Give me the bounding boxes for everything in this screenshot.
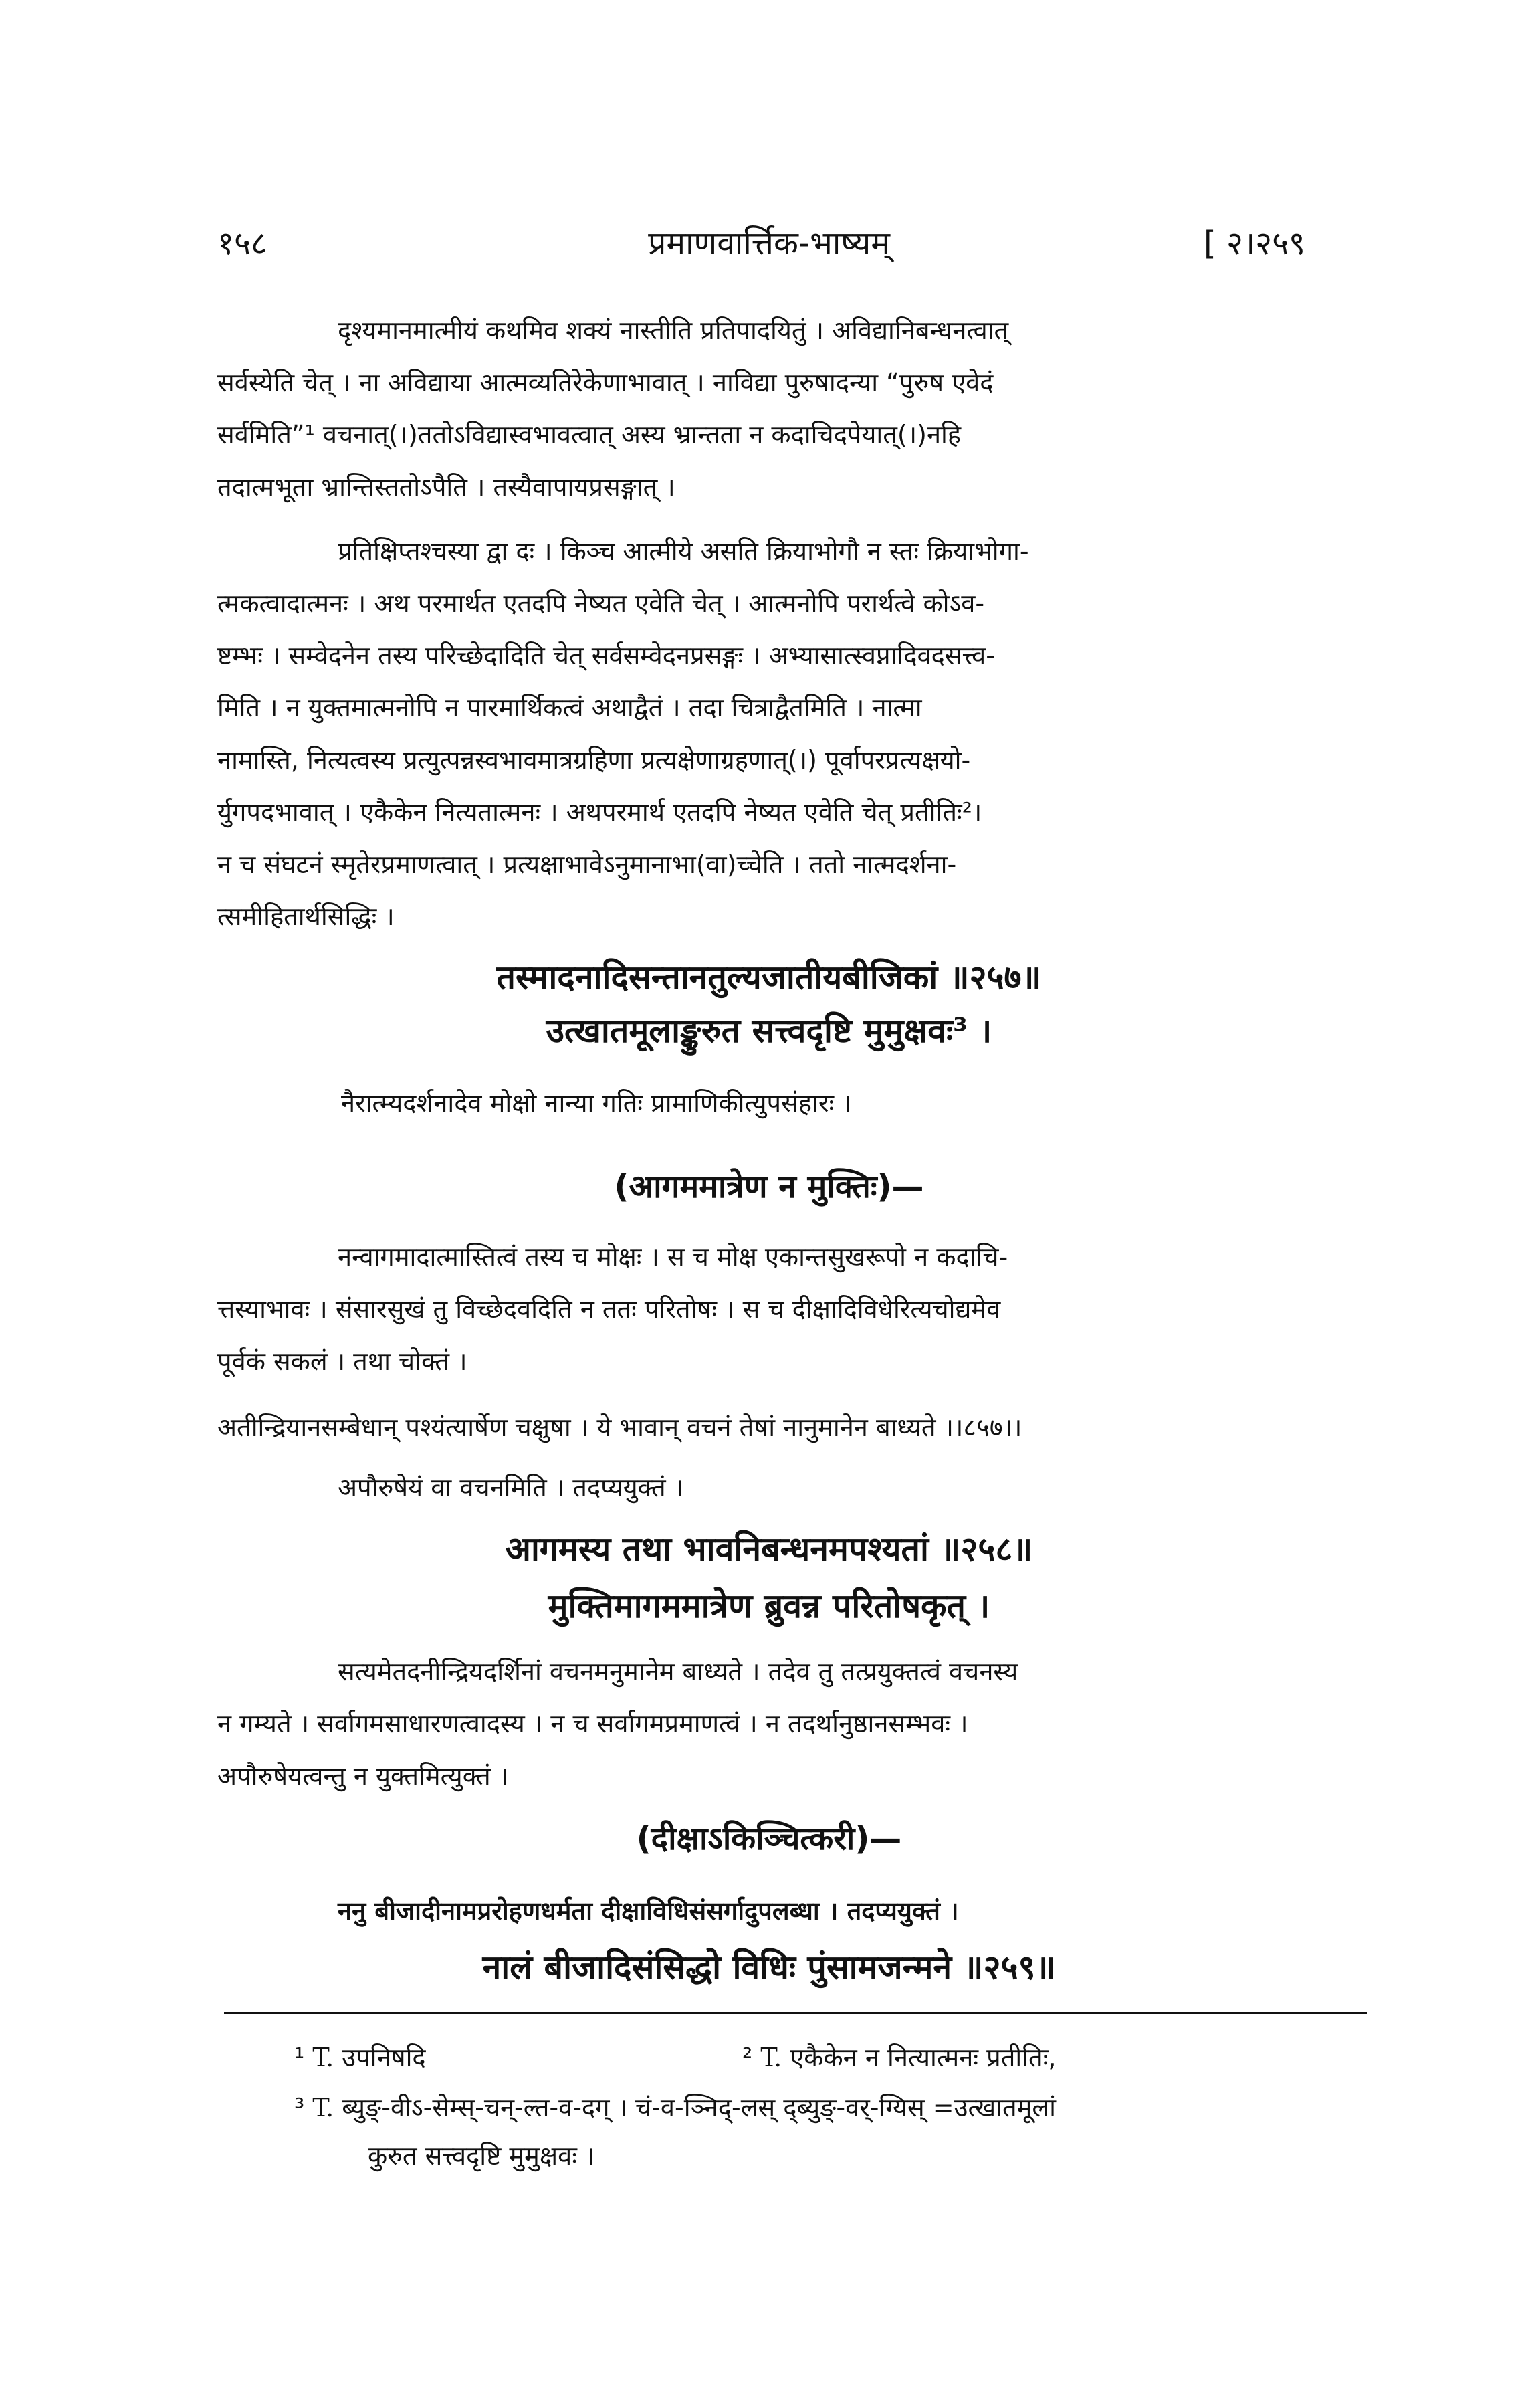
text-line: त्मकत्वादात्मनः । अथ परमार्थत एतदपि नेष्यत एवेति चेत् । आत्मनोपि परार्थत्वे कोऽव-: [217, 589, 985, 618]
text-line: अपौरुषेयं वा वचनमिति । तदप्ययुक्तं ।: [338, 1473, 684, 1502]
verse-257-line-2: उत्खातमूलाङ्कुरुत सत्त्वदृष्टि मुमुक्षवः³ ।: [546, 1011, 992, 1050]
text-line: ननु बीजादीनामप्ररोहणधर्मता दीक्षाविधिसंसर्गादुपलब्धा । तदप्ययुक्तं ।: [338, 1896, 959, 1926]
text-line: नामास्ति, नित्यत्वस्य प्रत्युत्पन्नस्वभावमात्रग्रहिणा प्रत्यक्षेणाग्रहणात्(।) पूर्वापरप्रत्यक्षयो-: [217, 745, 971, 775]
manuscript-siglum: T.: [312, 2093, 334, 2122]
quoted-verse: [217, 1401, 1022, 1453]
objection-line: [338, 1462, 683, 1514]
section-heading-diksha: (दीक्षाऽकिञ्चित्करी)—: [636, 1820, 902, 1858]
footnote-3: [294, 2084, 1056, 2180]
verse-258-line-1: आगमस्य तथा भावनिबन्धनमपश्यतां ॥२५८॥: [505, 1530, 1033, 1569]
footnote-marker: ²: [742, 2043, 753, 2072]
text-line: दृश्यमानमात्मीयं कथमिव शक्यं नास्तीति प्रतिपादयितुं । अविद्यानिबन्धनत्वात्: [338, 316, 1009, 345]
text-line: सर्वमिति”¹ वचनात्(।)ततोऽविद्यास्वभावत्वात् अस्य भ्रान्तता न कदाचिदपेयात्(।)नहि: [217, 420, 962, 449]
footnote-text: ब्युङ्-वीऽ-सेम्स्-चन्-ल्त-व-दग् । चं-व-ञ्निद्-लस् द्ब्युङ्-वर्-ग्यिस् =उत्खातमूलां: [342, 2093, 1057, 2122]
text-line: त्समीहितार्थसिद्धिः ।: [217, 902, 395, 931]
text-line: र्युगपदभावात् । एकैकेन नित्यतात्मनः । अथपरमार्थ एतदपि नेष्यत एवेति चेत् प्रतीतिः²।: [217, 797, 982, 827]
commentary-paragraph-4: [217, 1645, 1018, 1802]
text-line: नन्वागमादात्मास्तित्वं तस्य च मोक्षः । स च मोक्ष एकान्तसुखरूपो न कदाचि-: [338, 1242, 1008, 1272]
verse-257-line-1: तस्मादनादिसन्तानतुल्यजातीयबीजिकां ॥२५७॥: [496, 958, 1042, 997]
footnote-marker: ¹: [294, 2043, 305, 2072]
text-line: सत्यमेतदनीन्द्रियदर्शिनां वचनमनुमानेम बाध्यते । तदेव तु तत्प्रयुक्तत्वं वचनस्य: [338, 1657, 1018, 1686]
commentary-paragraph-2: [217, 525, 1029, 942]
text-line: न गम्यते । सर्वागमसाधारणत्वादस्य । न च सर्वागमप्रमाणत्वं । न तदर्थानुष्ठानसम्भवः ।: [217, 1709, 968, 1738]
footnote-text: उपनिषदि: [342, 2043, 426, 2072]
text-line: अतीन्द्रियानसम्बेधान् पश्यंत्यार्षेण चक्षुषा । ये भावान् वचनं तेषां नानुमानेन बाध्यते ।।८५७।।: [217, 1413, 1022, 1442]
verse-259: नालं बीजादिसंसिद्धो विधिः पुंसामजन्मने ॥२५९॥: [482, 1948, 1056, 1987]
text-line: प्रतिक्षिप्तश्चस्या द्वा दः । किञ्च आत्मीये असति क्रियाभोगौ न स्तः क्रियाभोगा-: [338, 536, 1029, 566]
text-line: तदात्मभूता भ्रान्तिस्ततोऽपैति । तस्यैवापायप्रसङ्गात् ।: [217, 472, 675, 502]
text-line: सर्वस्येति चेत् । ना अविद्याया आत्मव्यतिरेकेणाभावात् । नाविद्या पुरुषादन्या “पुरुष एवेदं: [217, 368, 994, 397]
text-line: नैरात्म्यदर्शनादेव मोक्षो नान्या गतिः प्रामाणिकीत्युपसंहारः ।: [341, 1088, 852, 1118]
manuscript-siglum: T.: [760, 2043, 782, 2072]
verse-258-line-2: मुक्तिमागममात्रेण ब्रुवन्न परितोषकृत् ।: [548, 1587, 990, 1625]
footnote-2: [742, 2033, 1056, 2082]
concluding-line: [341, 1077, 852, 1129]
footnote-text: एकैकेन न नित्यात्मनः प्रतीतिः,: [790, 2043, 1057, 2072]
text-line: न च संघटनं स्मृतेरप्रमाणत्वात् । प्रत्यक्षाभावेऽनुमानाभा(वा)च्चेति । ततो नात्मदर्शना-: [217, 849, 957, 879]
text-line: ष्टम्भः । सम्वेदनेन तस्य परिच्छेदादिति चेत् सर्वसम्वेदनप्रसङ्गः । अभ्यासात्स्वप्नादिवदसत्त्व-: [217, 641, 995, 670]
page-number: १५८: [217, 225, 267, 262]
objection-line-2: [338, 1885, 959, 1937]
text-line: मिति । न युक्तमात्मनोपि न पारमार्थिकत्वं अथाद्वैतं । तदा चित्राद्वैतमिति । नात्मा: [217, 693, 922, 722]
commentary-paragraph-3: [217, 1231, 1008, 1387]
section-reference: [ २।२५९: [1204, 225, 1306, 262]
footnote-separator: [224, 2012, 1367, 2014]
text-line: अपौरुषेयत्वन्तु न युक्तमित्युक्तं ।: [217, 1761, 509, 1791]
running-title: प्रमाणवार्त्तिक-भाष्यम्: [648, 225, 890, 262]
footnote-1: [294, 2033, 426, 2082]
commentary-paragraph-1: [217, 304, 1008, 513]
text-line: त्तस्याभावः । संसारसुखं तु विच्छेदवदिति न ततः परितोषः । स च दीक्षादिविधेरित्यचोद्यमेव: [217, 1294, 1001, 1324]
footnote-marker: ³: [294, 2093, 305, 2122]
footnote-continuation: कुरुत सत्त्वदृष्टि मुमुक्षवः ।: [368, 2141, 595, 2171]
manuscript-siglum: T.: [312, 2043, 334, 2072]
section-heading-agama: (आगममात्रेण न मुक्तिः)—: [614, 1168, 924, 1205]
text-line: पूर्वकं सकलं । तथा चोक्तं ।: [217, 1346, 467, 1376]
